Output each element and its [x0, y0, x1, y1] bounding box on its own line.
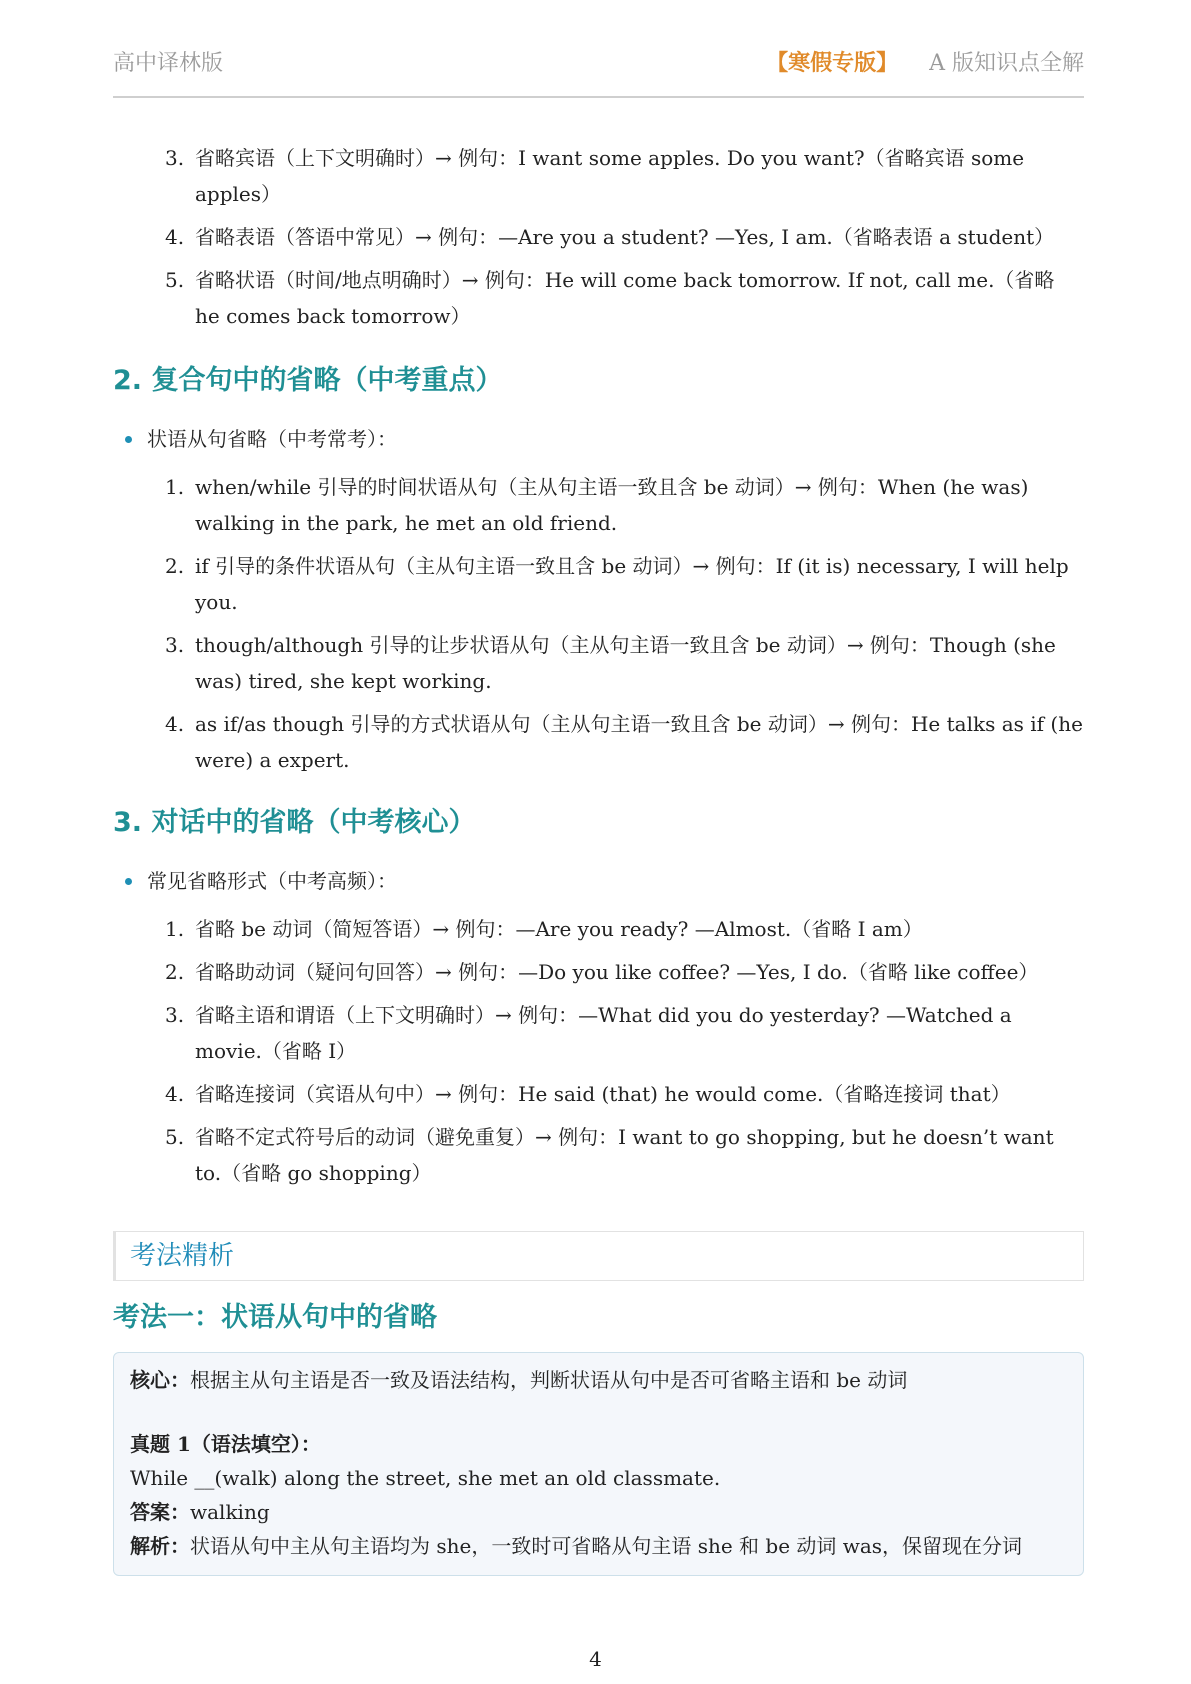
- list-item: [113, 1076, 1084, 1112]
- list-item: [113, 706, 1084, 778]
- list-item: [113, 262, 1084, 334]
- list-item: [113, 627, 1084, 699]
- header-subtitle: A 版知识点全解: [929, 51, 1084, 76]
- list-text: 省略状语（时间/地点明确时）→ 例句：He will come back tomorrow. If not, call me.（省略 he comes back tomorrow）: [195, 268, 1055, 328]
- list-text: though/although 引导的让步状语从句（主从句主语一致且含 be 动词）→ 例句：Though (she was) tired, she kept working.: [195, 633, 1056, 693]
- list-number: 1.: [165, 475, 185, 499]
- question-text: While __(walk) along the street, she met an old classmate.: [130, 1466, 721, 1490]
- list-text: 省略 be 动词（简短答语）→ 例句：—Are you ready? —Almost.（省略 I am）: [195, 917, 923, 941]
- list-text: when/while 引导的时间状语从句（主从句主语一致且含 be 动词）→ 例句：When (he was) walking in the park, he met an old friend.: [195, 475, 1029, 535]
- list-text: 省略连接词（宾语从句中）→ 例句：He said (that) he would come.（省略连接词 that）: [195, 1082, 1011, 1106]
- list-number: 2.: [165, 554, 185, 578]
- section-2-list: [113, 469, 1084, 778]
- bullet-text: 状语从句省略（中考常考）：: [147, 427, 397, 451]
- header-badge: 【寒假专版】: [766, 50, 899, 76]
- bullet-text: 常见省略形式（中考高频）：: [147, 869, 397, 893]
- list-number: 3.: [165, 1003, 185, 1027]
- core-line: [130, 1363, 1067, 1397]
- question-label-line: [130, 1427, 1067, 1461]
- core-label: 核心：: [130, 1368, 190, 1392]
- question-label: 真题 1（语法填空）：: [130, 1432, 321, 1456]
- list-text: as if/as though 引导的方式状语从句（主从句主语一致且含 be 动词）→ 例句：He talks as if (he were) a expert.: [195, 712, 1083, 772]
- page-header: [113, 40, 1084, 98]
- list-item: [113, 954, 1084, 990]
- list-item: [113, 469, 1084, 541]
- page-number: 4: [589, 1647, 602, 1671]
- list-item: [113, 911, 1084, 947]
- section-3-list: [113, 911, 1084, 1191]
- analysis-text: 状语从句中主从句主语均为 she，一致时可省略从句主语 she 和 be 动词 was，保留现在分词: [190, 1534, 1023, 1558]
- answer-text: walking: [190, 1500, 270, 1524]
- section-2-bullet: [113, 421, 1084, 457]
- list-text: 省略不定式符号后的动词（避免重复）→ 例句：I want to go shopping, but he doesn’t want to.（省略 go shopping）: [195, 1125, 1054, 1185]
- list-number: 2.: [165, 960, 185, 984]
- list-text: 省略助动词（疑问句回答）→ 例句：—Do you like coffee? —Yes, I do.（省略 like coffee）: [195, 960, 1039, 984]
- method-bar-title: 考法精析: [130, 1241, 235, 1271]
- list-item: [113, 548, 1084, 620]
- section-3-bullet: [113, 863, 1084, 899]
- list-number: 5.: [165, 1125, 185, 1149]
- section-3-heading: 3. 对话中的省略（中考核心）: [113, 807, 476, 838]
- list-item: [113, 997, 1084, 1069]
- list-number: 4.: [165, 1082, 185, 1106]
- list-item: [113, 140, 1084, 212]
- core-text: 根据主从句主语是否一致及语法结构，判断状语从句中是否可省略主语和 be 动词: [190, 1368, 908, 1392]
- list-text: 省略宾语（上下文明确时）→ 例句：I want some apples. Do you want?（省略宾语 some apples）: [195, 146, 1025, 206]
- list-number: 5.: [165, 268, 185, 292]
- bullet-dot-icon: [125, 436, 132, 443]
- answer-line: [130, 1495, 1067, 1529]
- list-top: [113, 140, 1084, 334]
- list-text: 省略表语（答语中常见）→ 例句：—Are you a student? —Yes, I am.（省略表语 a student）: [195, 225, 1055, 249]
- header-right: [766, 46, 1084, 77]
- list-item: [113, 219, 1084, 255]
- list-number: 3.: [165, 633, 185, 657]
- section-2-heading: 2. 复合句中的省略（中考重点）: [113, 365, 503, 396]
- list-item: [113, 1119, 1084, 1191]
- bullet-dot-icon: [125, 878, 132, 885]
- example-box: [113, 1352, 1084, 1576]
- list-number: 4.: [165, 712, 185, 736]
- list-text: if 引导的条件状语从句（主从句主语一致且含 be 动词）→ 例句：If (it is) necessary, I will help you.: [195, 554, 1069, 614]
- analysis-label: 解析：: [130, 1534, 190, 1558]
- list-number: 1.: [165, 917, 185, 941]
- answer-label: 答案：: [130, 1500, 190, 1524]
- analysis-line: [130, 1529, 1067, 1563]
- list-number: 3.: [165, 146, 185, 170]
- header-book-title: 高中译林版: [113, 51, 224, 76]
- method-section-bar: [113, 1231, 1084, 1281]
- page-content: [113, 140, 1084, 1576]
- list-number: 4.: [165, 225, 185, 249]
- list-text: 省略主语和谓语（上下文明确时）→ 例句：—What did you do yesterday? —Watched a movie.（省略 I）: [195, 1003, 1012, 1063]
- law-one-heading: 考法一：状语从句中的省略: [113, 1302, 437, 1333]
